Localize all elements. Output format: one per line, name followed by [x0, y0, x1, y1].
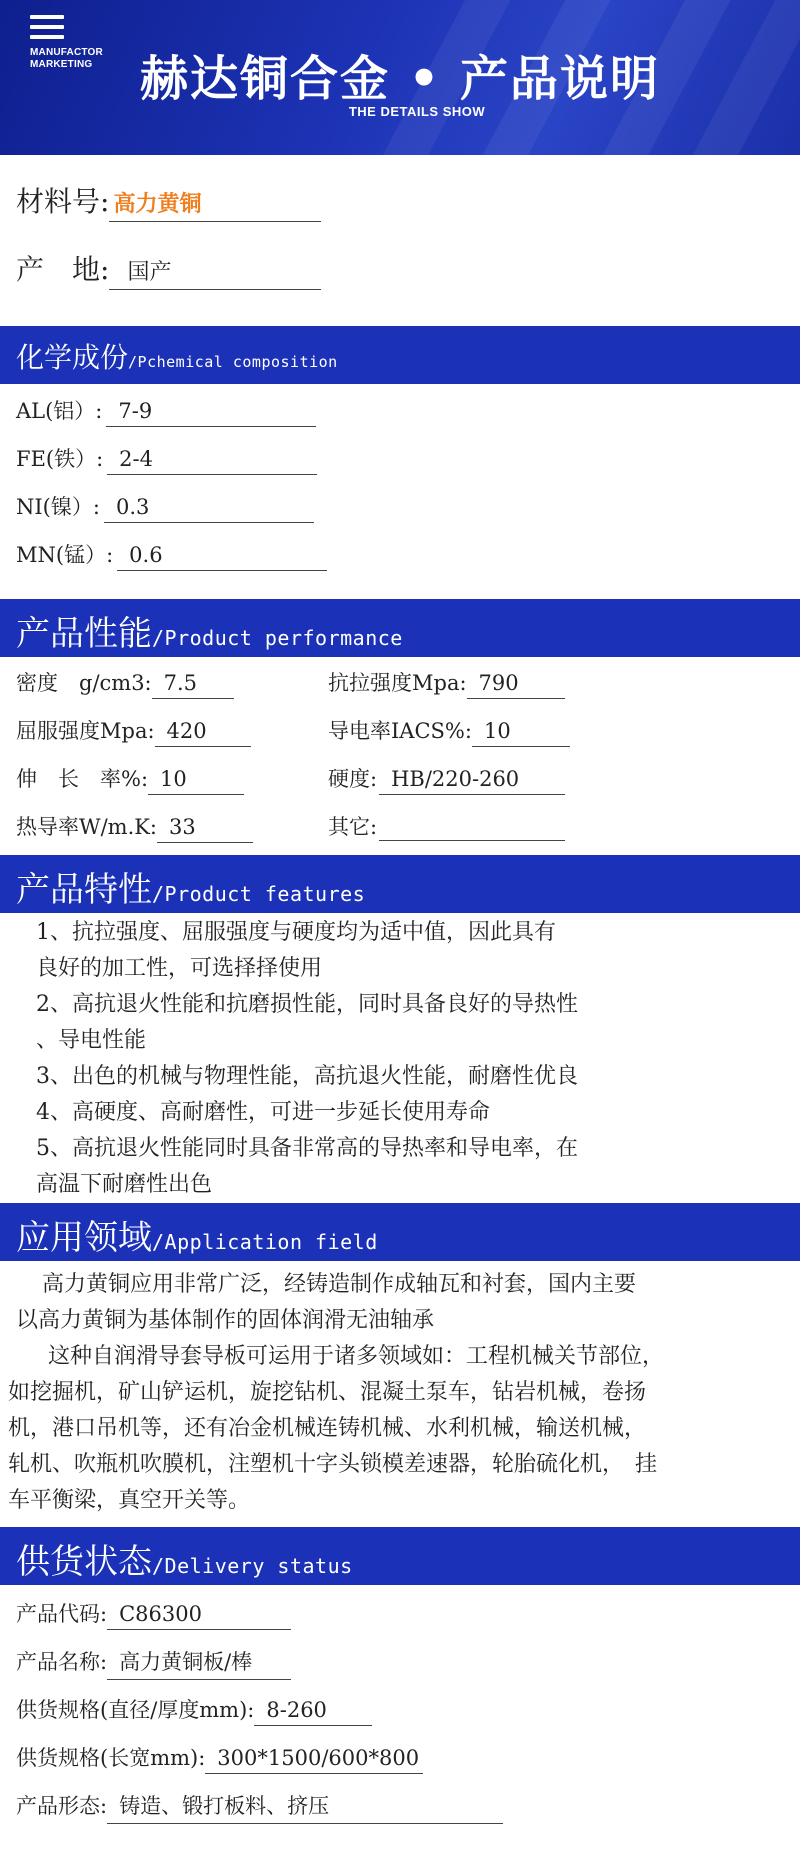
- perf-value: 33: [157, 815, 253, 843]
- delivery-label: 供货规格(长宽mm):: [16, 1746, 206, 1770]
- origin-value: 国产: [109, 255, 321, 290]
- section-title-en: /Product performance: [152, 626, 403, 650]
- section-title-cn: 产品性能: [16, 614, 152, 654]
- application-line: 以高力黄铜为基体制作的固体润滑无油轴承: [16, 1308, 435, 1333]
- perf-value: 10: [148, 767, 244, 795]
- delivery-row-name: [16, 1646, 291, 1680]
- perf-row-hardness: [328, 763, 565, 795]
- delivery-value: 8-260: [254, 1698, 372, 1726]
- header-banner: [0, 0, 800, 155]
- section-header-features: [0, 855, 800, 913]
- material-label: 材料号:: [16, 185, 110, 218]
- application-line: 这种自润滑导套导板可运用于诸多领域如：工程机械关节部位，: [48, 1344, 665, 1369]
- origin-label: 产 地:: [16, 253, 110, 286]
- section-header-chemical: [0, 326, 800, 384]
- perf-label: 其它:: [328, 815, 378, 839]
- application-line: 机，港口吊机等，还有冶金机械连铸机械、水利机械，输送机械，: [8, 1416, 647, 1441]
- delivery-value: 高力黄铜板/棒: [107, 1646, 291, 1680]
- chem-value: 0.3: [104, 495, 314, 523]
- features-text: [36, 915, 578, 1203]
- feature-line: 1、抗拉强度、屈服强度与硬度均为适中值，因此具有: [36, 920, 556, 945]
- page-title: 赫达铜合金 • 产品说明: [139, 51, 661, 107]
- perf-label: 伸 长 率%:: [16, 767, 149, 791]
- perf-row-elongation: [16, 763, 244, 795]
- chem-label: MN(锰）:: [16, 543, 114, 567]
- feature-line: 5、高抗退火性能同时具备非常高的导热率和导电率，在: [36, 1136, 578, 1161]
- perf-label: 抗拉强度Mpa:: [328, 671, 467, 695]
- delivery-value: 铸造、锻打板料、挤压: [107, 1790, 503, 1824]
- brand-label: MANUFACTOR MARKETING: [30, 47, 103, 70]
- origin-field: [16, 248, 321, 290]
- section-title-cn: 化学成份: [16, 341, 129, 374]
- perf-value: HB/220-260: [379, 767, 565, 795]
- perf-value: [379, 813, 565, 841]
- perf-label: 导电率IACS%:: [328, 719, 472, 743]
- section-title-cn: 供货状态: [16, 1542, 152, 1582]
- perf-label: 密度 g/cm3:: [16, 671, 152, 695]
- perf-label: 屈服强度Mpa:: [16, 719, 155, 743]
- section-header-performance: [0, 599, 800, 657]
- section-title-en: /Delivery status: [152, 1554, 353, 1578]
- application-text: [8, 1267, 664, 1519]
- chem-label: FE(铁）:: [16, 447, 104, 471]
- perf-value: 10: [472, 719, 570, 747]
- perf-label: 硬度:: [328, 767, 378, 791]
- perf-row-conductivity: [328, 715, 570, 747]
- section-title-cn: 产品特性: [16, 870, 152, 910]
- perf-row-density: [16, 667, 234, 699]
- chem-value: 2-4: [107, 447, 317, 475]
- delivery-label: 供货规格(直径/厚度mm):: [16, 1698, 255, 1722]
- feature-line: 良好的加工性，可选择择使用: [36, 956, 323, 981]
- perf-value: 790: [467, 671, 565, 699]
- chem-row-ni: [16, 491, 314, 523]
- delivery-label: 产品形态:: [16, 1794, 108, 1818]
- delivery-row-form: [16, 1790, 503, 1824]
- delivery-row-size: [16, 1742, 423, 1774]
- application-line: 如挖掘机，矿山铲运机，旋挖钻机、混凝土泵车，钻岩机械，卷扬: [8, 1380, 647, 1405]
- perf-row-other: [328, 811, 565, 841]
- section-title-en: /Application field: [152, 1230, 378, 1254]
- delivery-label: 产品名称:: [16, 1650, 108, 1674]
- perf-value: 7.5: [152, 671, 234, 699]
- perf-label: 热导率W/m.K:: [16, 815, 158, 839]
- perf-value: 420: [155, 719, 251, 747]
- perf-row-thermal: [16, 811, 253, 843]
- section-title-en: /Pchemical composition: [128, 353, 338, 371]
- application-line: 轧机、吹瓶机吹膜机，注塑机十字头锁模差速器，轮胎硫化机， 挂: [8, 1452, 658, 1477]
- section-header-delivery: [0, 1527, 800, 1585]
- perf-row-tensile: [328, 667, 565, 699]
- delivery-row-code: [16, 1598, 291, 1630]
- perf-row-yield: [16, 715, 251, 747]
- delivery-value: 300*1500/600*800: [205, 1746, 423, 1774]
- feature-line: 高温下耐磨性出色: [36, 1172, 213, 1197]
- chem-row-fe: [16, 443, 317, 475]
- material-field: [16, 180, 321, 222]
- delivery-value: C86300: [107, 1602, 291, 1630]
- material-value: 高力黄铜: [109, 187, 321, 222]
- feature-line: 、导电性能: [36, 1028, 147, 1053]
- application-line: 车平衡梁，真空开关等。: [8, 1488, 251, 1513]
- chem-row-al: [16, 395, 316, 427]
- section-title-en: /Product features: [152, 882, 366, 906]
- chem-label: NI(镍）:: [16, 495, 100, 519]
- delivery-row-diameter: [16, 1694, 372, 1726]
- chem-row-mn: [16, 539, 327, 571]
- section-title-cn: 应用领域: [16, 1218, 152, 1258]
- delivery-label: 产品代码:: [16, 1602, 108, 1626]
- page-subtitle: THE DETAILS SHOW: [348, 104, 486, 119]
- feature-line: 4、高硬度、高耐磨性，可进一步延长使用寿命: [36, 1100, 490, 1125]
- feature-line: 2、高抗退火性能和抗磨损性能，同时具备良好的导热性: [36, 992, 578, 1017]
- chem-label: AL(铝）:: [16, 399, 103, 423]
- chem-value: 7-9: [106, 399, 316, 427]
- section-header-application: [0, 1203, 800, 1261]
- feature-line: 3、出色的机械与物理性能，高抗退火性能，耐磨性优良: [36, 1064, 578, 1089]
- chem-value: 0.6: [117, 543, 327, 571]
- application-line: 高力黄铜应用非常广泛，经铸造制作成轴瓦和衬套，国内主要: [42, 1272, 637, 1297]
